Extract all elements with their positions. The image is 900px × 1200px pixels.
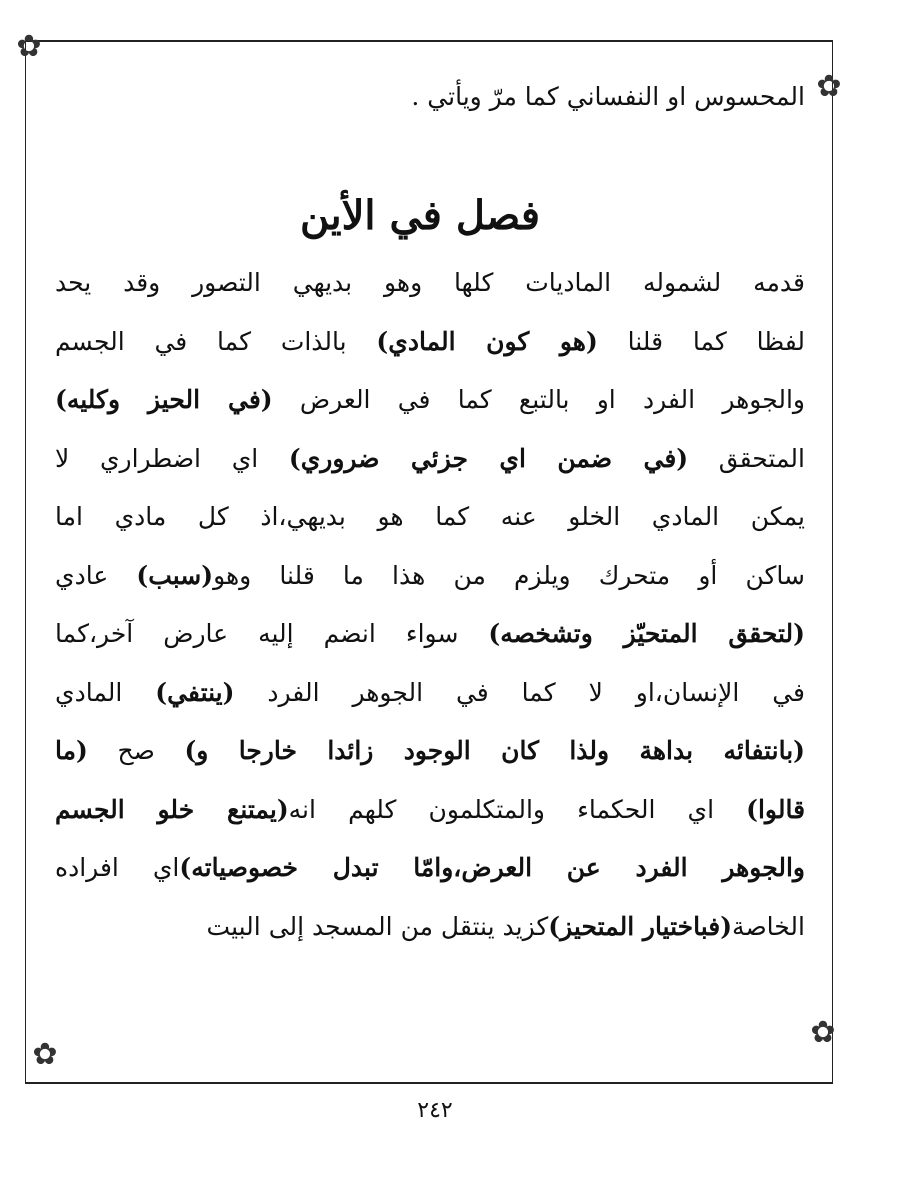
bold-quote: والجوهر الفرد عن العرض،وامّا تبدل خصوصياته) xyxy=(179,853,805,882)
corner-ornament-icon: ✿ xyxy=(816,69,842,104)
bold-quote: (ينتفي) xyxy=(155,677,235,707)
bold-quote: (ما xyxy=(55,736,88,765)
commentary-text: بالذات كما في الجسم xyxy=(55,326,377,356)
commentary-text: صح xyxy=(87,736,185,765)
text-line xyxy=(55,853,805,882)
text-line xyxy=(55,327,805,356)
corner-ornament-icon: ✿ xyxy=(32,1037,58,1072)
text-line xyxy=(55,795,805,824)
commentary-text: كزيد ينتقل من المسجد إلى البيت xyxy=(206,911,549,941)
text-line xyxy=(55,736,805,765)
commentary-text: اي اضطراري لا xyxy=(55,443,289,473)
commentary-text: عادي xyxy=(55,560,137,590)
page-number: ٢٤٢ xyxy=(417,1098,453,1123)
commentary-text: المتحقق xyxy=(688,443,805,473)
bold-quote: قالوا) xyxy=(746,794,806,824)
bold-quote: (لتحقق المتحيّز وتشخصه) xyxy=(488,619,805,648)
corner-ornament-icon: ✿ xyxy=(810,1015,836,1050)
bold-quote: (بانتفائه بداهة ولذا كان الوجود زائدا خارجا و) xyxy=(184,736,805,765)
commentary-text: اي افراده xyxy=(55,853,180,882)
bold-quote: (سبب) xyxy=(136,560,214,590)
corner-ornament-icon: ✿ xyxy=(16,29,42,64)
text-line xyxy=(55,561,805,590)
section-heading: فصل في الأين xyxy=(300,192,540,239)
commentary-text: في الإنسان،او لا كما في الجوهر الفرد xyxy=(234,677,805,707)
commentary-text: اي الحكماء والمتكلمون كلهم انه xyxy=(288,794,747,824)
bold-quote: (في الحيز وكليه) xyxy=(55,385,273,414)
commentary-text: يمكن المادي الخلو عنه كما هو بديهي،اذ كل مادي اما xyxy=(55,502,805,531)
text-line xyxy=(55,678,805,707)
bold-quote: (في ضمن اي جزئي ضروري) xyxy=(288,443,689,473)
top-line-text: المحسوس او النفساني كما مرّ ويأتي . xyxy=(411,82,805,111)
commentary-text: والجوهر الفرد او بالتبع كما في العرض xyxy=(272,385,805,414)
text-line xyxy=(55,502,805,531)
bold-quote: (هو كون المادي) xyxy=(376,326,598,356)
bold-quote: (يمتنع خلو الجسم xyxy=(55,794,289,824)
text-line xyxy=(55,912,805,941)
commentary-text: ساكن أو متحرك ويلزم من هذا ما قلنا وهو xyxy=(213,560,805,590)
bold-quote: (فباختيار المتحيز) xyxy=(548,911,733,941)
text-line xyxy=(55,385,805,414)
text-line xyxy=(55,619,805,648)
commentary-text: المادي xyxy=(55,677,156,707)
commentary-text: قدمه لشموله الماديات كلها وهو بديهي التصور وقد يحد xyxy=(55,268,805,297)
commentary-text: سواء انضم إليه عارض آخر،كما xyxy=(55,619,489,648)
text-line xyxy=(55,268,805,297)
text-line xyxy=(55,444,805,473)
commentary-text: الخاصة xyxy=(732,911,805,941)
commentary-text: لفظا كما قلنا xyxy=(597,326,805,356)
